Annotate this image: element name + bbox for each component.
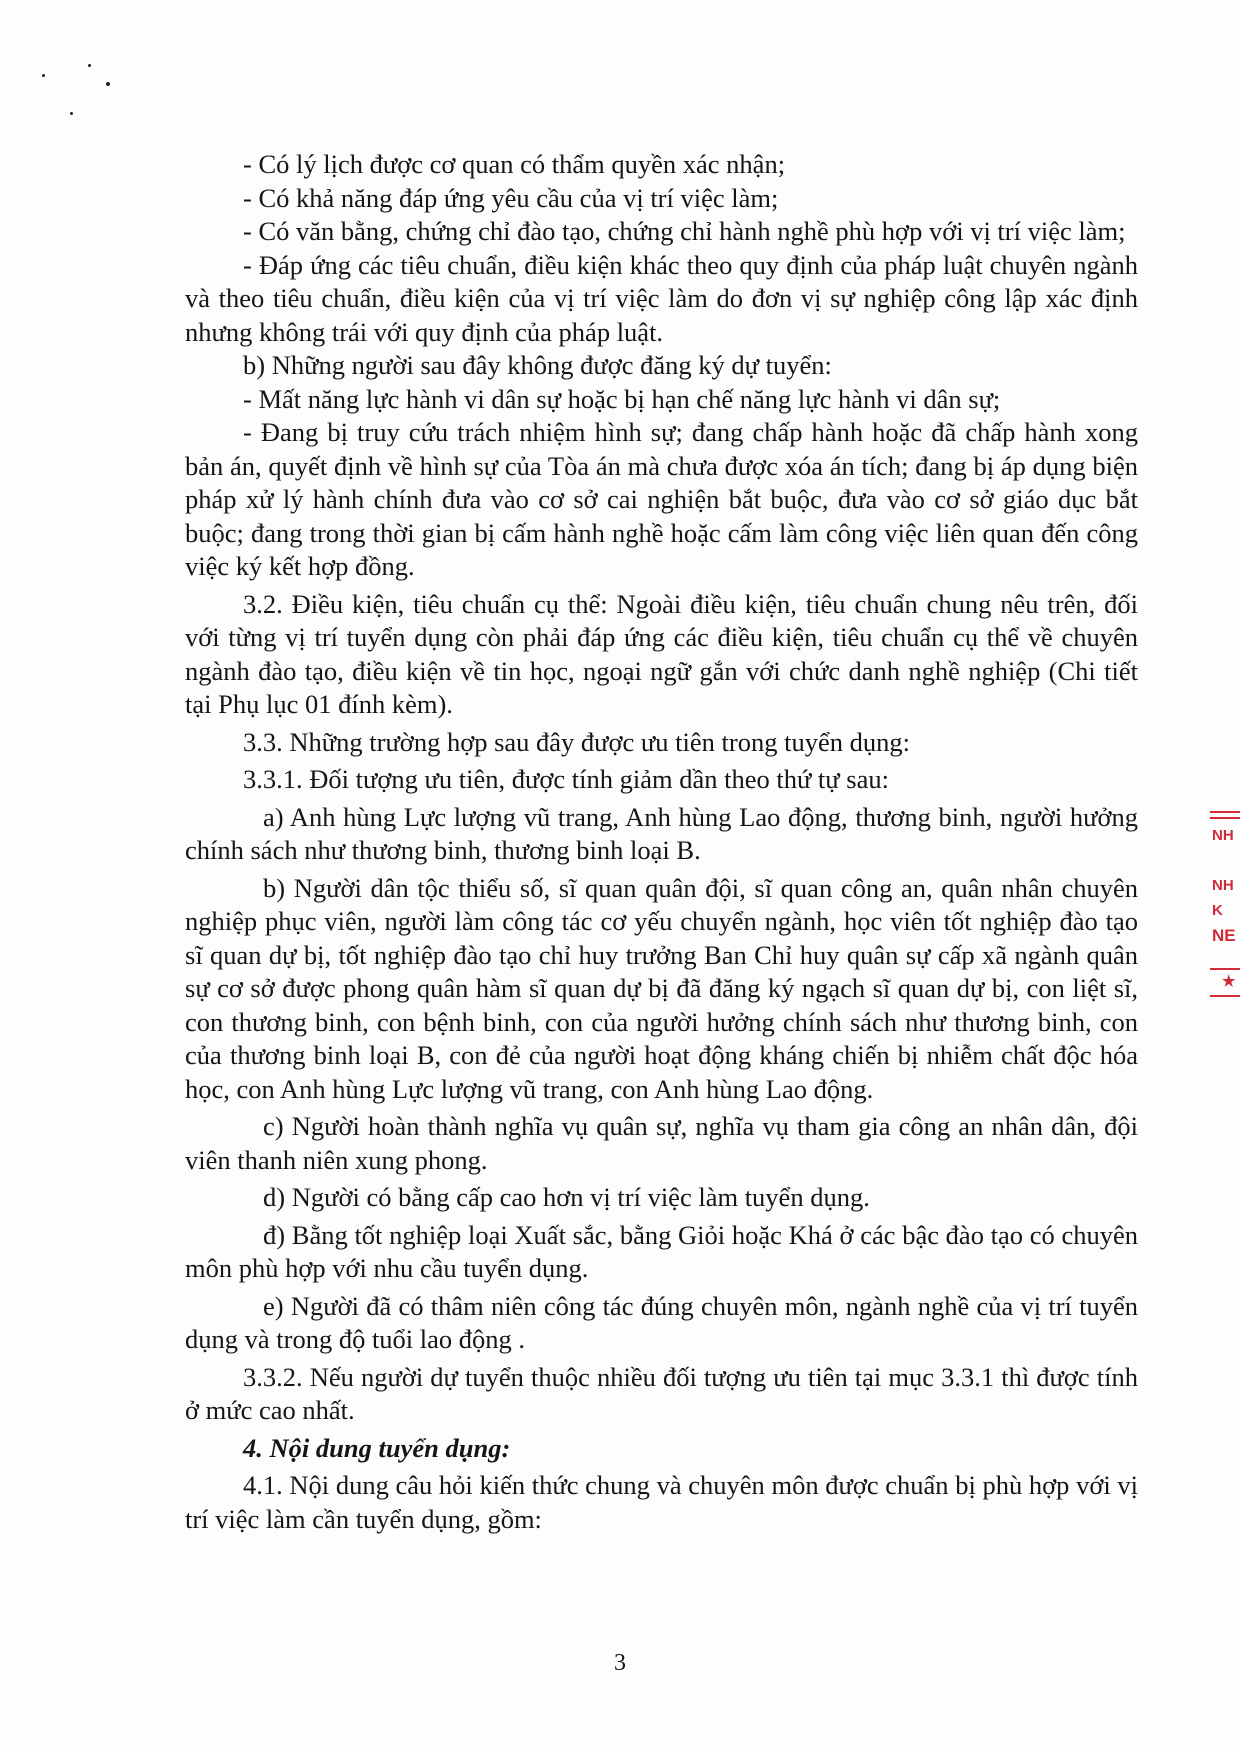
section-heading-4: 4. Nội dung tuyển dụng: [243, 1432, 511, 1463]
paragraph-priority-c: c) Người hoàn thành nghĩa vụ quân sự, nghĩa vụ tham gia công an nhân dân, đội viên thanh niên xung phong. [185, 1111, 1138, 1175]
paragraph-priority-d: d) Người có bằng cấp cao hơn vị trí việc làm tuyển dụng. [263, 1182, 870, 1212]
paragraph-condition-degrees: - Có văn bằng, chứng chỉ đào tạo, chứng chỉ hành nghề phù hợp với vị trí việc làm; [243, 216, 1126, 246]
paragraph-ineligible-heading: b) Những người sau đây không được đăng ký dự tuyển: [243, 350, 832, 380]
paragraph-condition-cv: - Có lý lịch được cơ quan có thẩm quyền xác nhận; [243, 149, 786, 179]
paragraph-priority-b: b) Người dân tộc thiểu số, sĩ quan quân đội, sĩ quan công an, quân nhân chuyên nghiệp phục viên, người làm công tác cơ yếu chuyển ngành, học viên tốt nghiệp đào tạo sĩ quan dự bị, tốt nghiệp đào tạo chỉ huy trưởng Ban Chỉ huy quân sự cấp xã ngành quân sự cơ sở được phong quân hàm sĩ quan dự bị đã đăng ký ngạch sĩ quan dự bị, con liệt sĩ, con thương binh, con bệnh binh, con của người hưởng chính sách như thương binh, con của thương binh loại B, con đẻ của người hoạt động kháng chiến bị nhiễm chất độc hóa học, con Anh hùng Lực lượng vũ trang, con Anh hùng Lao động. [185, 872, 1138, 1104]
paragraph-ineligible-criminal: - Đang bị truy cứu trách nhiệm hình sự; đang chấp hành hoặc đã chấp hành xong bản án, quyết định về hình sự của Tòa án mà chưa được xóa án tích; đang bị áp dụng biện pháp xử lý hành chính đưa vào cơ sở cai nghiện bắt buộc, đưa vào cơ sở giáo dục bắt buộc; đang trong thời gian bị cấm hành nghề hoặc cấm làm công việc liên quan đến công việc ký kết hợp đồng. [185, 417, 1138, 581]
stamp-text-4: NE [1212, 926, 1236, 945]
red-stamp-fragment [1208, 805, 1240, 1005]
paragraph-section-3-3-2: 3.3.2. Nếu người dự tuyển thuộc nhiều đối tượng ưu tiên tại mục 3.3.1 thì được tính ở mức cao nhất. [185, 1361, 1138, 1425]
paragraph-section-3-3-1: 3.3.1. Đối tượng ưu tiên, được tính giảm dần theo thứ tự sau: [243, 764, 889, 794]
scan-specks [36, 60, 136, 140]
paragraph-condition-other-standards: - Đáp ứng các tiêu chuẩn, điều kiện khác theo quy định của pháp luật chuyên ngành và theo tiêu chuẩn, điều kiện của vị trí việc làm do đơn vị sự nghiệp công lập xác định nhưng không trái với quy định của pháp luật. [185, 249, 1138, 347]
paragraph-priority-a: a) Anh hùng Lực lượng vũ trang, Anh hùng Lao động, thương binh, người hưởng chính sách như thương binh, thương binh loại B. [185, 801, 1138, 865]
stamp-text-1: NH [1212, 827, 1234, 844]
page-number: 3 [614, 1650, 626, 1676]
document-body [185, 148, 1138, 1536]
star-icon: ★ [1222, 973, 1236, 990]
stamp-text-3: K [1212, 902, 1223, 919]
paragraph-section-3-3: 3.3. Những trường hợp sau đây được ưu tiên trong tuyển dụng: [243, 726, 910, 757]
stamp-text-2: NH [1212, 877, 1234, 894]
paragraph-section-3-2: 3.2. Điều kiện, tiêu chuẩn cụ thể: Ngoài điều kiện, tiêu chuẩn chung nêu trên, đối với từng vị trí tuyển dụng còn phải đáp ứng các điều kiện, tiêu chuẩn cụ thể về chuyên ngành đào tạo, điều kiện về tin học, ngoại ngữ gắn với chức danh nghề nghiệp (Chi tiết tại Phụ lục 01 đính kèm). [185, 588, 1138, 719]
paragraph-section-4-1: 4.1. Nội dung câu hỏi kiến thức chung và chuyên môn được chuẩn bị phù hợp với vị trí việc làm cần tuyển dụng, gồm: [185, 1470, 1138, 1534]
paragraph-priority-e: e) Người đã có thâm niên công tác đúng chuyên môn, ngành nghề của vị trí tuyển dụng và trong độ tuổi lao động . [185, 1290, 1138, 1354]
paragraph-condition-ability: - Có khả năng đáp ứng yêu cầu của vị trí việc làm; [243, 182, 779, 213]
paragraph-priority-dd: đ) Bằng tốt nghiệp loại Xuất sắc, bằng Giỏi hoặc Khá ở các bậc đào tạo có chuyên môn phù hợp với nhu cầu tuyển dụng. [185, 1219, 1138, 1283]
paragraph-ineligible-capacity: - Mất năng lực hành vi dân sự hoặc bị hạn chế năng lực hành vi dân sự; [243, 383, 1001, 414]
